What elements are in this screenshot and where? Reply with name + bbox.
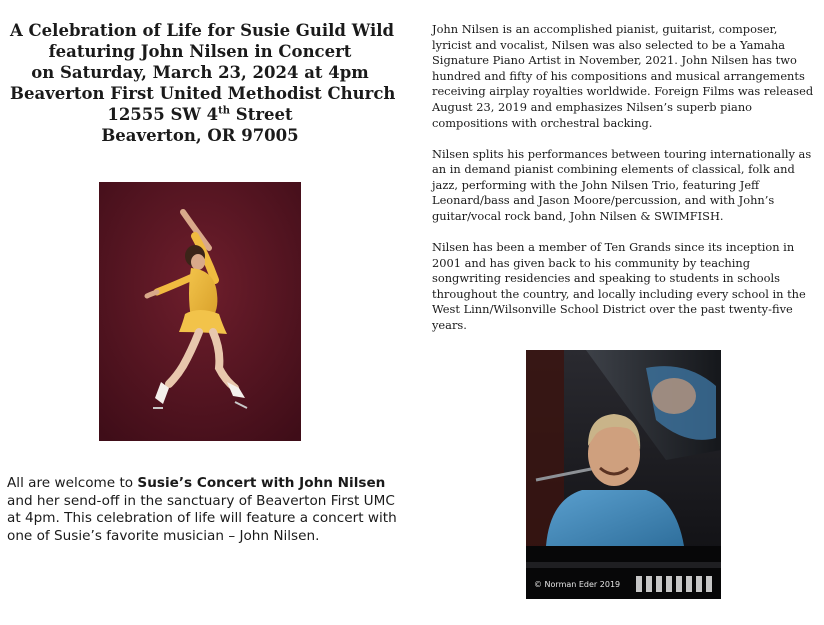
photo-credit: © Norman Eder 2019 xyxy=(534,580,621,589)
venue-name: Beaverton First United Methodist Church xyxy=(10,84,396,103)
nilsen-at-piano-image xyxy=(526,350,721,599)
street-ordinal: th xyxy=(218,105,231,117)
welcome-concert-name: Susie’s Concert with John Nilsen xyxy=(137,475,386,491)
title-line-1: A Celebration of Life for Susie Guild Wild xyxy=(10,21,395,40)
street-name: Street xyxy=(230,105,293,124)
bio-paragraph-2: Nilsen splits his performances between touring internationally as an in demand pianist combining elements of classical, folk and jazz, performing with the John Nilsen Trio, featuring Jeff Leonard/bass and Jason Moore/percussion, and with John’s guitar/vocal rock band, John Nilsen & SWIMFISH. xyxy=(432,146,812,223)
event-date-line: on Saturday, March 23, 2024 at 4pm xyxy=(31,63,369,82)
welcome-intro: All are welcome to xyxy=(7,475,138,491)
bio-paragraph-1: John Nilsen is an accomplished pianist, guitarist, composer, lyricist and vocalist, Nilsen was also selected to be a Yamaha Signature Piano Artist in November, 2021. John Nilsen has two hundred and fifty of his compositions and musical arrangements receiving airplay royalties worldwide. Foreign Films was released August 23, 2019 and emphasizes Nilsen’s superb piano compositions with orchestral backing. xyxy=(432,22,814,130)
musician-bio xyxy=(432,22,820,349)
skater-figure-image xyxy=(99,182,301,441)
venue-street xyxy=(10,104,390,125)
bio-paragraph-3: Nilsen has been a member of Ten Grands since its inception in 2001 and has given back to his community by teaching songwriting residencies and speaking to students in schools throughout the country, and locally including every school in the West Linn/Wilsonville School District over the past twenty-five years. xyxy=(432,239,806,332)
nilsen-photo xyxy=(526,350,721,599)
venue-city: Beaverton, OR 97005 xyxy=(101,126,299,145)
welcome-paragraph xyxy=(7,475,402,545)
skater-photo xyxy=(99,182,301,441)
welcome-details: and her send-off in the sanctuary of Beaverton First UMC at 4pm. This celebration of life will feature a concert with one of Susie’s favorite musician – John Nilsen. xyxy=(7,492,397,544)
title-line-2: featuring John Nilsen in Concert xyxy=(48,42,352,61)
street-number: 12555 SW 4 xyxy=(107,105,219,124)
event-title-block xyxy=(10,20,396,146)
